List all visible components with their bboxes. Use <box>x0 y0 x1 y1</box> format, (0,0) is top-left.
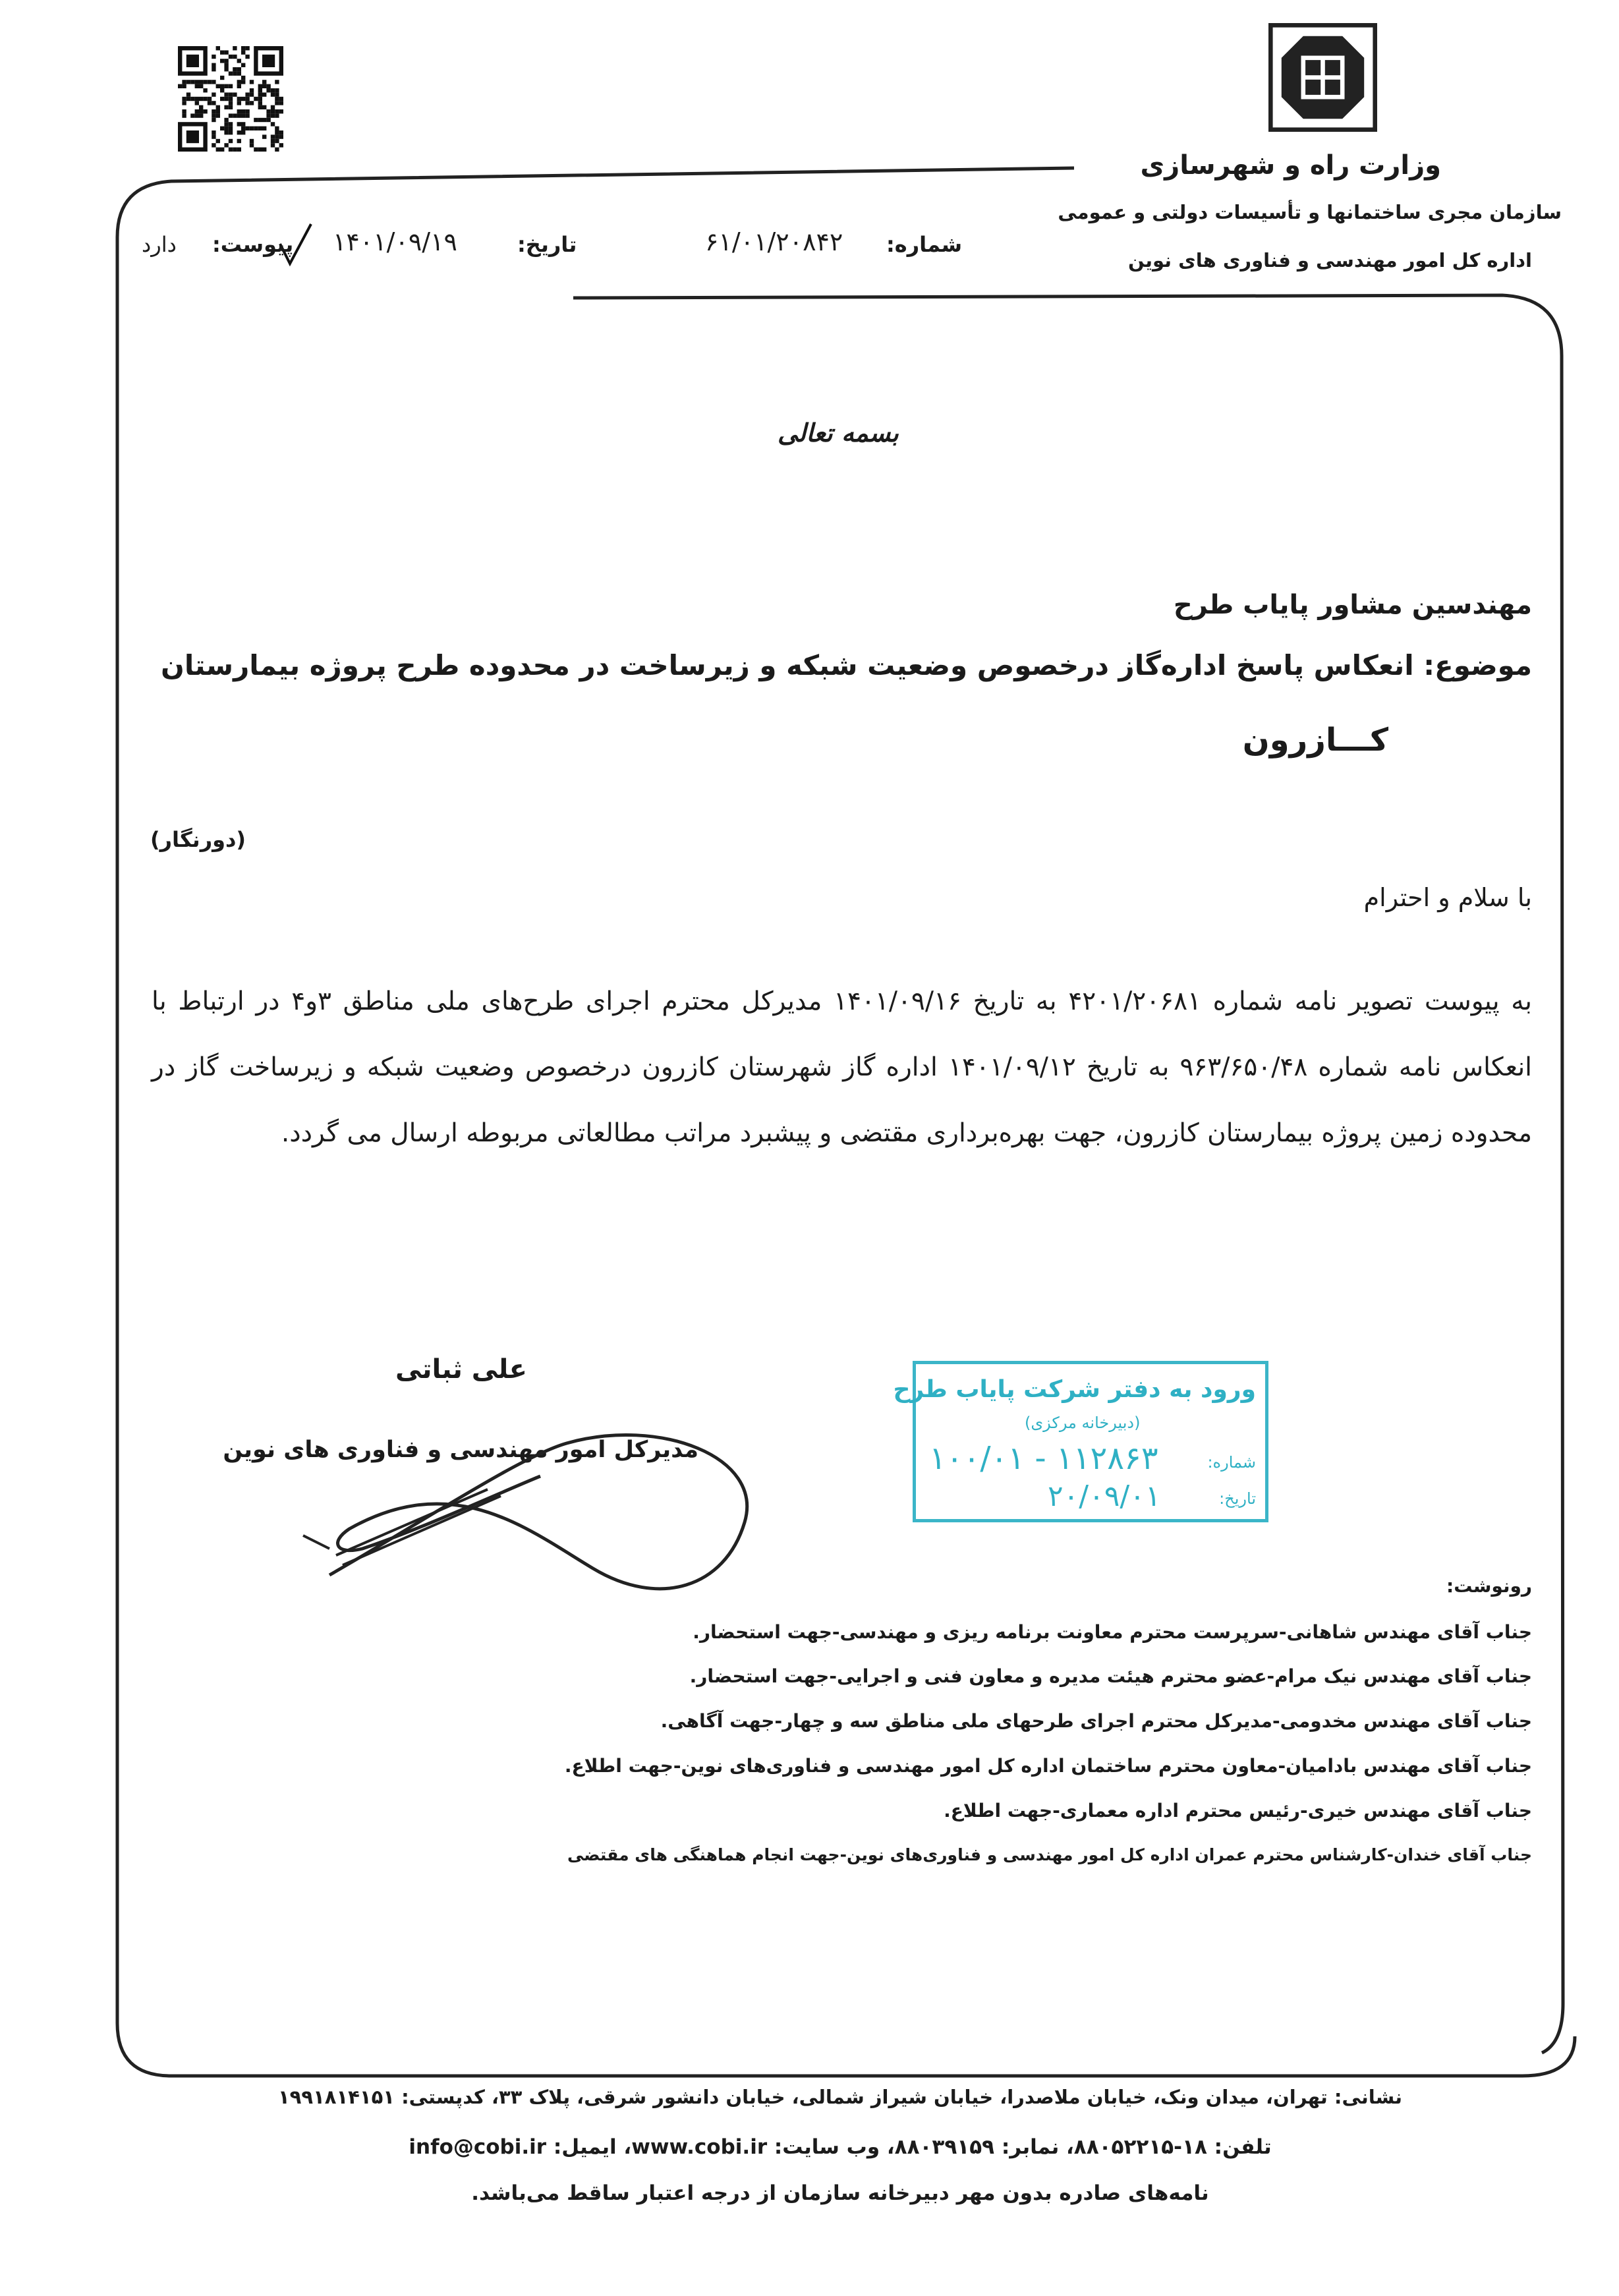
ministry-logo <box>1268 23 1377 132</box>
subject-line-2: کـــازرون <box>1242 722 1388 759</box>
date-label: تاریخ: <box>517 232 577 257</box>
letter-date: ۱۴۰۱/۰۹/۱۹ <box>333 227 457 256</box>
stamp-number: ۱۰۰/۰۱ - ۱۱۲۸۶۳ <box>929 1440 1158 1477</box>
cc-item: جناب آقای مهندس شاهانی-سرپرست محترم معاونت برنامه ریزی و مهندسی-جهت استحضار. <box>693 1621 1532 1643</box>
signatory-name: علی ثباتی <box>395 1354 527 1385</box>
subject-line-1: موضوع: انعکاس پاسخ اداره‌گاز درخصوص وضعیت شبکه و زیرساخت در محدوده طرح پروژه بیمارستان <box>161 649 1532 681</box>
body-paragraph: به پیوست تصویر نامه شماره ۴۲۰۱/۲۰۶۸۱ به تاریخ ۱۴۰۱/۰۹/۱۶ مدیرکل محترم اجرای طرح‌های ملی مناطق ۳و۴ در ارتباط با انعکاس نامه شماره ۹۶۳/۶۵۰/۴۸ به تاریخ ۱۴۰۱/۰۹/۱۲ اداره گاز شهرستان کازرون درخصوص وضعیت شبکه و زیرساخت گاز در محدوده زمین پروژه بیمارستان کازرون، جهت بهره‌برداری مقتضی و پیشبرد مراتب مطالعاتی مربوطه ارسال می گردد. <box>152 987 1533 1148</box>
ministry-name: وزارت راه و شهرسازی <box>1140 150 1441 181</box>
fax-note: (دورنگار) <box>150 827 246 852</box>
department-name: اداره کل امور مهندسی و فناوری های نوین <box>1128 249 1532 272</box>
stamp-date: ۲۰/۰۹/۰۱ <box>1048 1479 1161 1513</box>
signatory-title: مدیرکل امور مهندسی و فناوری های نوین <box>223 1437 698 1463</box>
greeting: با سلام و احترام <box>1363 883 1532 912</box>
organization-name: سازمان مجری ساختمانها و تأسیسات دولتی و عمومی <box>1058 201 1562 223</box>
footer-contact: تلفن: ۱۸-۸۸۰۵۲۲۱۵، نمابر: ۸۸۰۳۹۱۵۹، وب سایت: www.cobi.ir، ایمیل: info@cobi.ir <box>409 2135 1272 2159</box>
stamp-number-label: شماره: <box>1207 1453 1256 1472</box>
stamp-title: ورود به دفتر شرکت پایاب طرح <box>893 1376 1256 1403</box>
cc-item: جناب آقای خندان-کارشناس محترم عمران اداره کل امور مهندسی و فناوری‌های نوین-جهت انجام هماهنگی های مقتضی <box>567 1845 1532 1864</box>
letter-number: ۶۱/۰۱/۲۰۸۴۲ <box>705 227 843 256</box>
number-label: شماره: <box>886 232 963 257</box>
footer-notice: نامه‌های صادره بدون مهر دبیرخانه سازمان از درجه اعتبار ساقط می‌باشد. <box>471 2181 1209 2205</box>
received-stamp <box>893 1361 1268 1522</box>
recipient: مهندسین مشاور پایاب طرح <box>1173 590 1532 620</box>
qr-code <box>178 43 283 155</box>
stamp-subtitle: (دبیرخانه مرکزی) <box>1025 1414 1141 1432</box>
cc-item: جناب آقای مهندس بادامیان-معاون محترم ساختمان اداره کل امور مهندسی و فناوری‌های نوین-جهت اطلاع. <box>564 1755 1532 1777</box>
cc-label: رونوشت: <box>1446 1575 1532 1597</box>
cc-item: جناب آقای مهندس نیک مرام-عضو محترم هیئت مدیره و معاون فنی و اجرایی-جهت استحضار. <box>689 1665 1532 1687</box>
footer-address: نشانی: تهران، میدان ونک، خیابان ملاصدرا، خیابان شیراز شمالی، خیابان دانشور شرقی، پلاک ۳۳، کدپستی: ۱۹۹۱۸۱۴۱۵۱ <box>277 2086 1403 2108</box>
attachment-value: دارد <box>142 232 177 257</box>
cc-item: جناب آقای مهندس خیری-رئیس محترم اداره معماری-جهت اطلاع. <box>944 1800 1532 1822</box>
stamp-date-label: تاریخ: <box>1219 1489 1256 1508</box>
cc-item: جناب آقای مهندس مخدومی-مدیرکل محترم اجرای طرحهای ملی مناطق سه و چهار-جهت آگاهی. <box>660 1710 1532 1732</box>
besmele: بسمه تعالی <box>778 418 899 447</box>
handwritten-signature <box>290 1417 764 1608</box>
attachment-label: پیوست: <box>212 232 294 257</box>
